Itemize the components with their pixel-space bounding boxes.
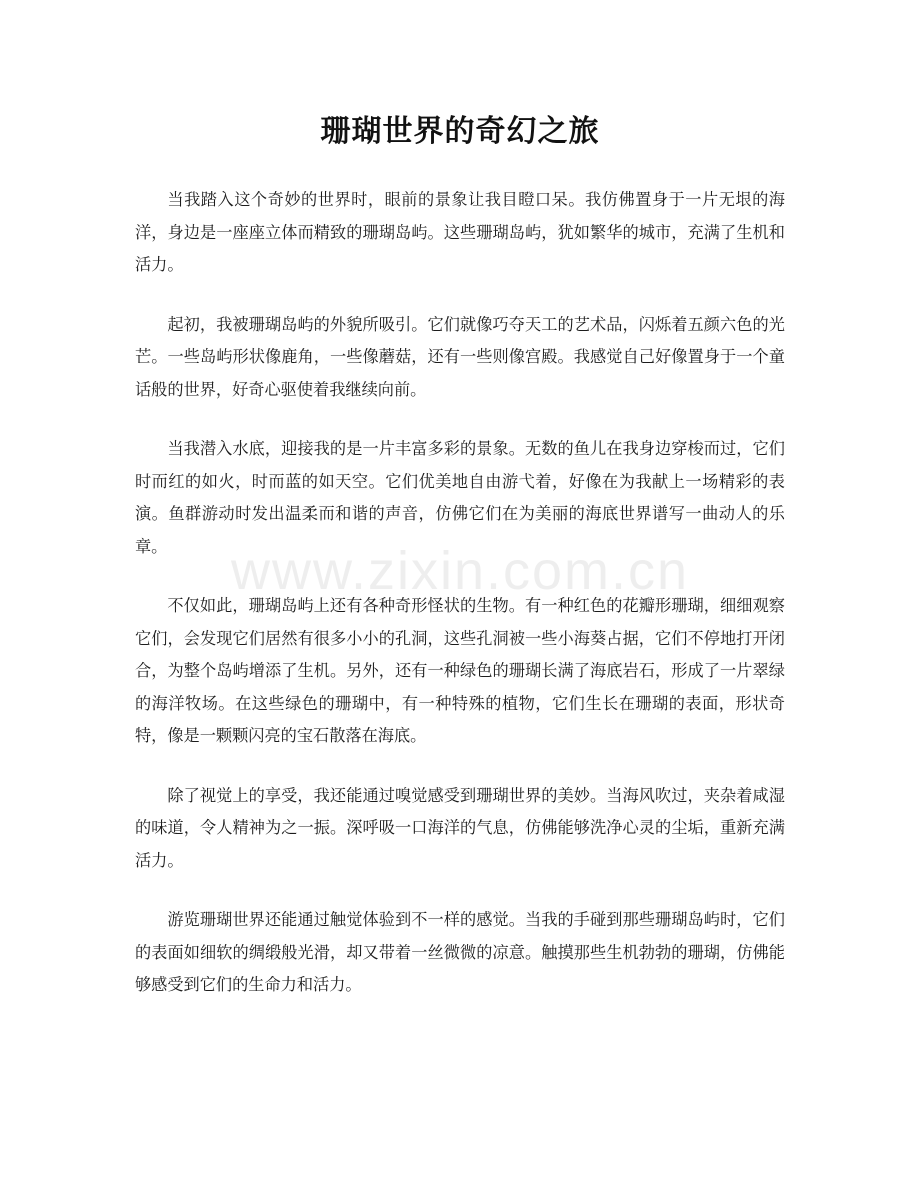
document-body bbox=[135, 184, 785, 1029]
paragraph-3: 当我潜入水底，迎接我的是一片丰富多彩的景象。无数的鱼儿在我身边穿梭而过，它们时而红的如火，时而蓝的如天空。它们优美地自由游弋着，好像在为我献上一场精彩的表演。鱼群游动时发出温柔而和谐的声音，仿佛它们在为美丽的海底世界谱写一曲动人的乐章。 bbox=[135, 439, 785, 556]
paragraph-6: 游览珊瑚世界还能通过触觉体验到不一样的感觉。当我的手碰到那些珊瑚岛屿时，它们的表面如细软的绸缎般光滑，却又带着一丝微微的凉意。触摸那些生机勃勃的珊瑚，仿佛能够感受到它们的生命力和活力。 bbox=[135, 910, 785, 994]
paragraph-5: 除了视觉上的享受，我还能通过嗅觉感受到珊瑚世界的美妙。当海风吹过，夹杂着咸湿的味道，令人精神为之一振。深呼吸一口海洋的气息，仿佛能够洗净心灵的尘垢，重新充满活力。 bbox=[135, 785, 785, 870]
paragraph-2: 起初，我被珊瑚岛屿的外貌所吸引。它们就像巧夺天工的艺术品，闪烁着五颜六色的光芒。一些岛屿形状像鹿角，一些像蘑菇，还有一些则像宫殿。我感觉自己好像置身于一个童话般的世界，好奇心驱使着我继续向前。 bbox=[135, 314, 785, 399]
paragraph-1: 当我踏入这个奇妙的世界时，眼前的景象让我目瞪口呆。我仿佛置身于一片无垠的海洋，身边是一座座立体而精致的珊瑚岛屿。这些珊瑚岛屿，犹如繁华的城市，充满了生机和活力。 bbox=[135, 190, 785, 274]
document-title: 珊瑚世界的奇幻之旅 bbox=[320, 114, 600, 149]
paragraph-4: 不仅如此，珊瑚岛屿上还有各种奇形怪状的生物。有一种红色的花瓣形珊瑚，细细观察它们，会发现它们居然有很多小小的孔洞，这些孔洞被一些小海葵占据，它们不停地打开闭合，为整个岛屿增添了生机。另外，还有一种绿色的珊瑚长满了海底岩石，形成了一片翠绿的海洋牧场。在这些绿色的珊瑚中，有一种特殊的植物，它们生长在珊瑚的表面，形状奇特，像是一颗颗闪亮的宝石散落在海底。 bbox=[135, 596, 785, 745]
watermark: www.zixin.com.cn bbox=[230, 541, 690, 601]
